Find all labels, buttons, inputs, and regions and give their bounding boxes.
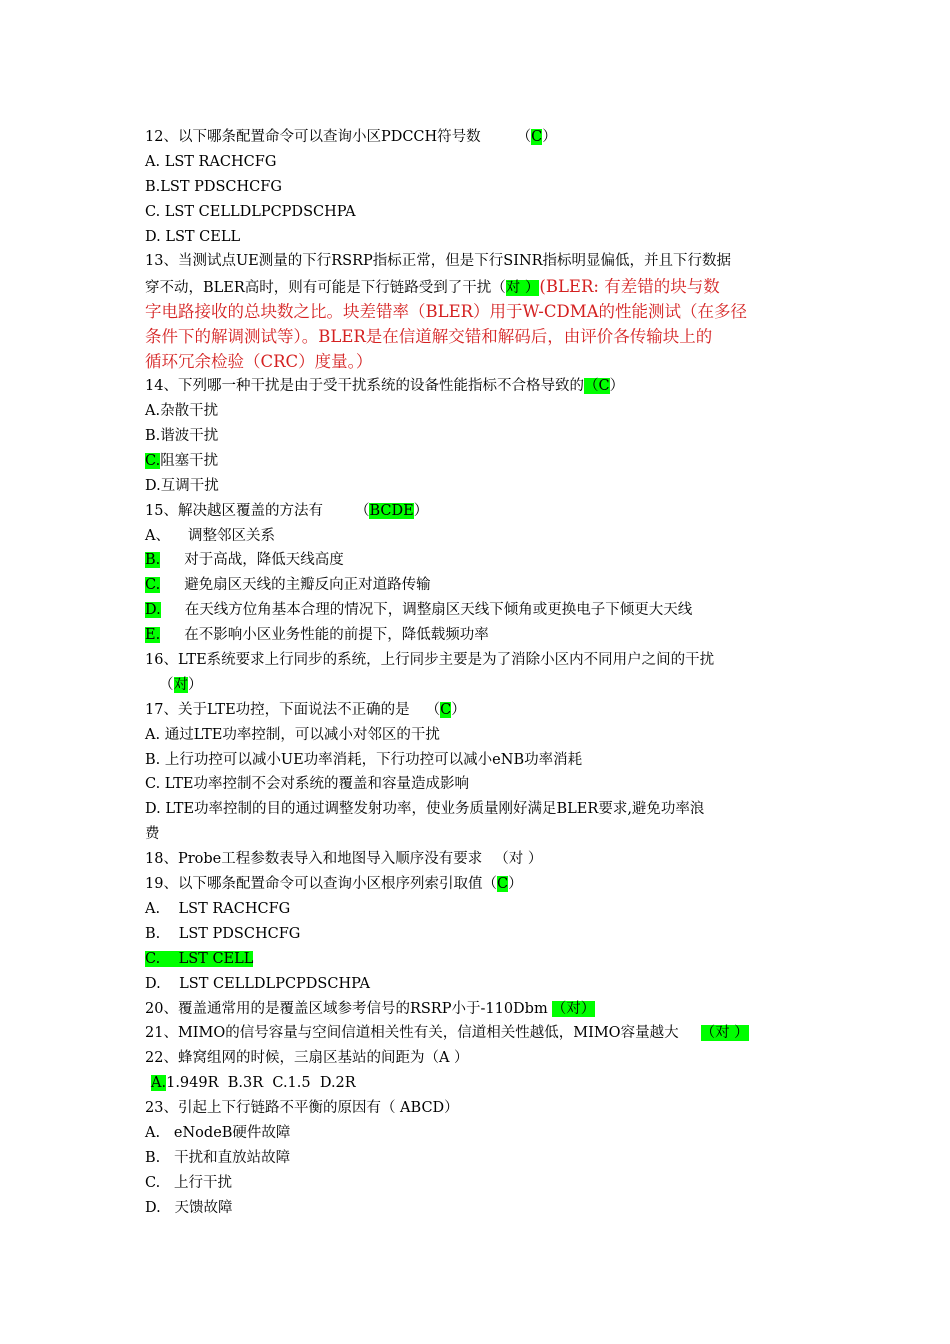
q21-answer: （对 ）: [700, 1025, 749, 1042]
q13-explanation-line: 字电路接收的总块数之比。块差错率（BLER）用于W-CDMA的性能测试（在多径: [145, 302, 748, 322]
q17-option-d: D. LTE功率控制的目的通过调整发射功率，使业务质量刚好满足BLER要求,避免功率浪: [145, 801, 705, 818]
q19-answer: C: [496, 876, 509, 893]
q12-option-b: B.LST PDSCHCFG: [145, 178, 282, 195]
q15-option-e: E. 在不影响小区业务性能的前提下，降低载频功率: [145, 627, 489, 644]
q23-option-d: D. 天馈故障: [145, 1199, 233, 1216]
q12-stem: 12、以下哪条配置命令可以查询小区PDCCH符号数 （C）: [145, 129, 557, 145]
q13-stem-line2: 穿不动，BLER高时，则有可能是下行链路受到了干扰（对 ）(BLER: 有差错的块与数: [145, 277, 720, 297]
q12-answer: C: [531, 129, 543, 145]
q23-option-a: A. eNodeB硬件故障: [145, 1124, 291, 1141]
q19-stem: 19、以下哪条配置命令可以查询小区根序列索引取值（C）: [145, 876, 523, 893]
q12-option-d: D. LST CELL: [145, 228, 241, 245]
q13-explanation-line: 循环冗余检验（CRC）度量。）: [145, 352, 373, 372]
q13-stem-line1: 13、当测试点UE测量的下行RSRP指标正常，但是下行SINR指标明显偏低，并且下行数据: [145, 253, 732, 270]
q21-stem: 21、MIMO的信号容量与空间信道相关性有关，信道相关性越低，MIMO容量越大 （对 ）: [145, 1025, 749, 1042]
q19-option-b: B. LST PDSCHCFG: [145, 925, 301, 942]
q22-stem: 22、蜂窝组网的时候，三扇区基站的间距为（A ）: [145, 1050, 469, 1067]
q15-option-c: C. 避免扇区天线的主瓣反向正对道路传输: [145, 577, 431, 594]
q15-answer: BCDE: [369, 502, 414, 519]
q16-answer-line: （对）: [159, 676, 203, 693]
q19-option-a: A. LST RACHCFG: [145, 900, 291, 917]
q20-stem: 20、覆盖通常用的是覆盖区域参考信号的RSRP小于-110Dbm （对）: [145, 1000, 596, 1017]
q14-option-a: A.杂散干扰: [145, 403, 219, 420]
q14-stem: 14、下列哪一种干扰是由于受干扰系统的设备性能指标不合格导致的（C）: [145, 378, 625, 395]
q23-stem: 23、引起上下行链路不平衡的原因有（ ABCD）: [145, 1100, 459, 1117]
q22-options: A.1.949R B.3R C.1.5 D.2R: [151, 1075, 356, 1092]
q17-option-d-cont: 费: [145, 826, 160, 843]
q17-option-a: A. 通过LTE功率控制，可以减小对邻区的干扰: [145, 726, 440, 743]
q14-option-c: C.阻塞干扰: [145, 452, 219, 469]
q20-answer: （对）: [551, 1000, 596, 1017]
document-page: [145, 125, 810, 1221]
q19-option-d: D. LST CELLDLPCPDSCHPA: [145, 975, 370, 992]
q14-option-d: D.互调干扰: [145, 477, 219, 494]
q17-stem: 17、关于LTE功控，下面说法不正确的是 （C）: [145, 701, 466, 718]
q18-answer: （对 ）: [494, 851, 543, 868]
q15-option-d: D. 在天线方位角基本合理的情况下，调整扇区天线下倾角或更换电子下倾更大天线: [145, 602, 693, 619]
q12-option-a: A. LST RACHCFG: [145, 153, 277, 170]
q23-option-c: C. 上行干扰: [145, 1174, 233, 1191]
q16-stem: 16、LTE系统要求上行同步的系统，上行同步主要是为了消除小区内不同用户之间的干扰: [145, 652, 715, 669]
q15-stem: 15、解决越区覆盖的方法有 （BCDE）: [145, 502, 429, 519]
q13-explanation-start: (BLER: 有差错的块与数: [539, 277, 720, 297]
q14-option-b: B.谐波干扰: [145, 428, 219, 445]
q23-option-b: B. 干扰和直放站故障: [145, 1149, 291, 1166]
q13-explanation-line: 条件下的解调测试等）。BLER是在信道解交错和解码后，由评价各传输块上的: [145, 327, 713, 347]
q15-option-b: B. 对于高战，降低天线高度: [145, 552, 344, 569]
q13-answer: 对 ）: [505, 280, 540, 297]
q16-answer: 对: [173, 676, 188, 693]
q18-stem: 18、Probe工程参数表导入和地图导入顺序没有要求 （对 ）: [145, 851, 543, 868]
q17-option-b: B. 上行功控可以减小UE功率消耗，下行功控可以减小eNB功率消耗: [145, 751, 583, 768]
q17-answer: C: [440, 701, 452, 718]
q12-option-c: C. LST CELLDLPCPDSCHPA: [145, 203, 356, 220]
q17-option-c: C. LTE功率控制不会对系统的覆盖和容量造成影响: [145, 776, 469, 793]
q14-answer: （C: [583, 378, 610, 395]
q19-option-c: C. LST CELL: [145, 950, 254, 967]
q15-option-a: A、 调整邻区关系: [145, 527, 275, 544]
